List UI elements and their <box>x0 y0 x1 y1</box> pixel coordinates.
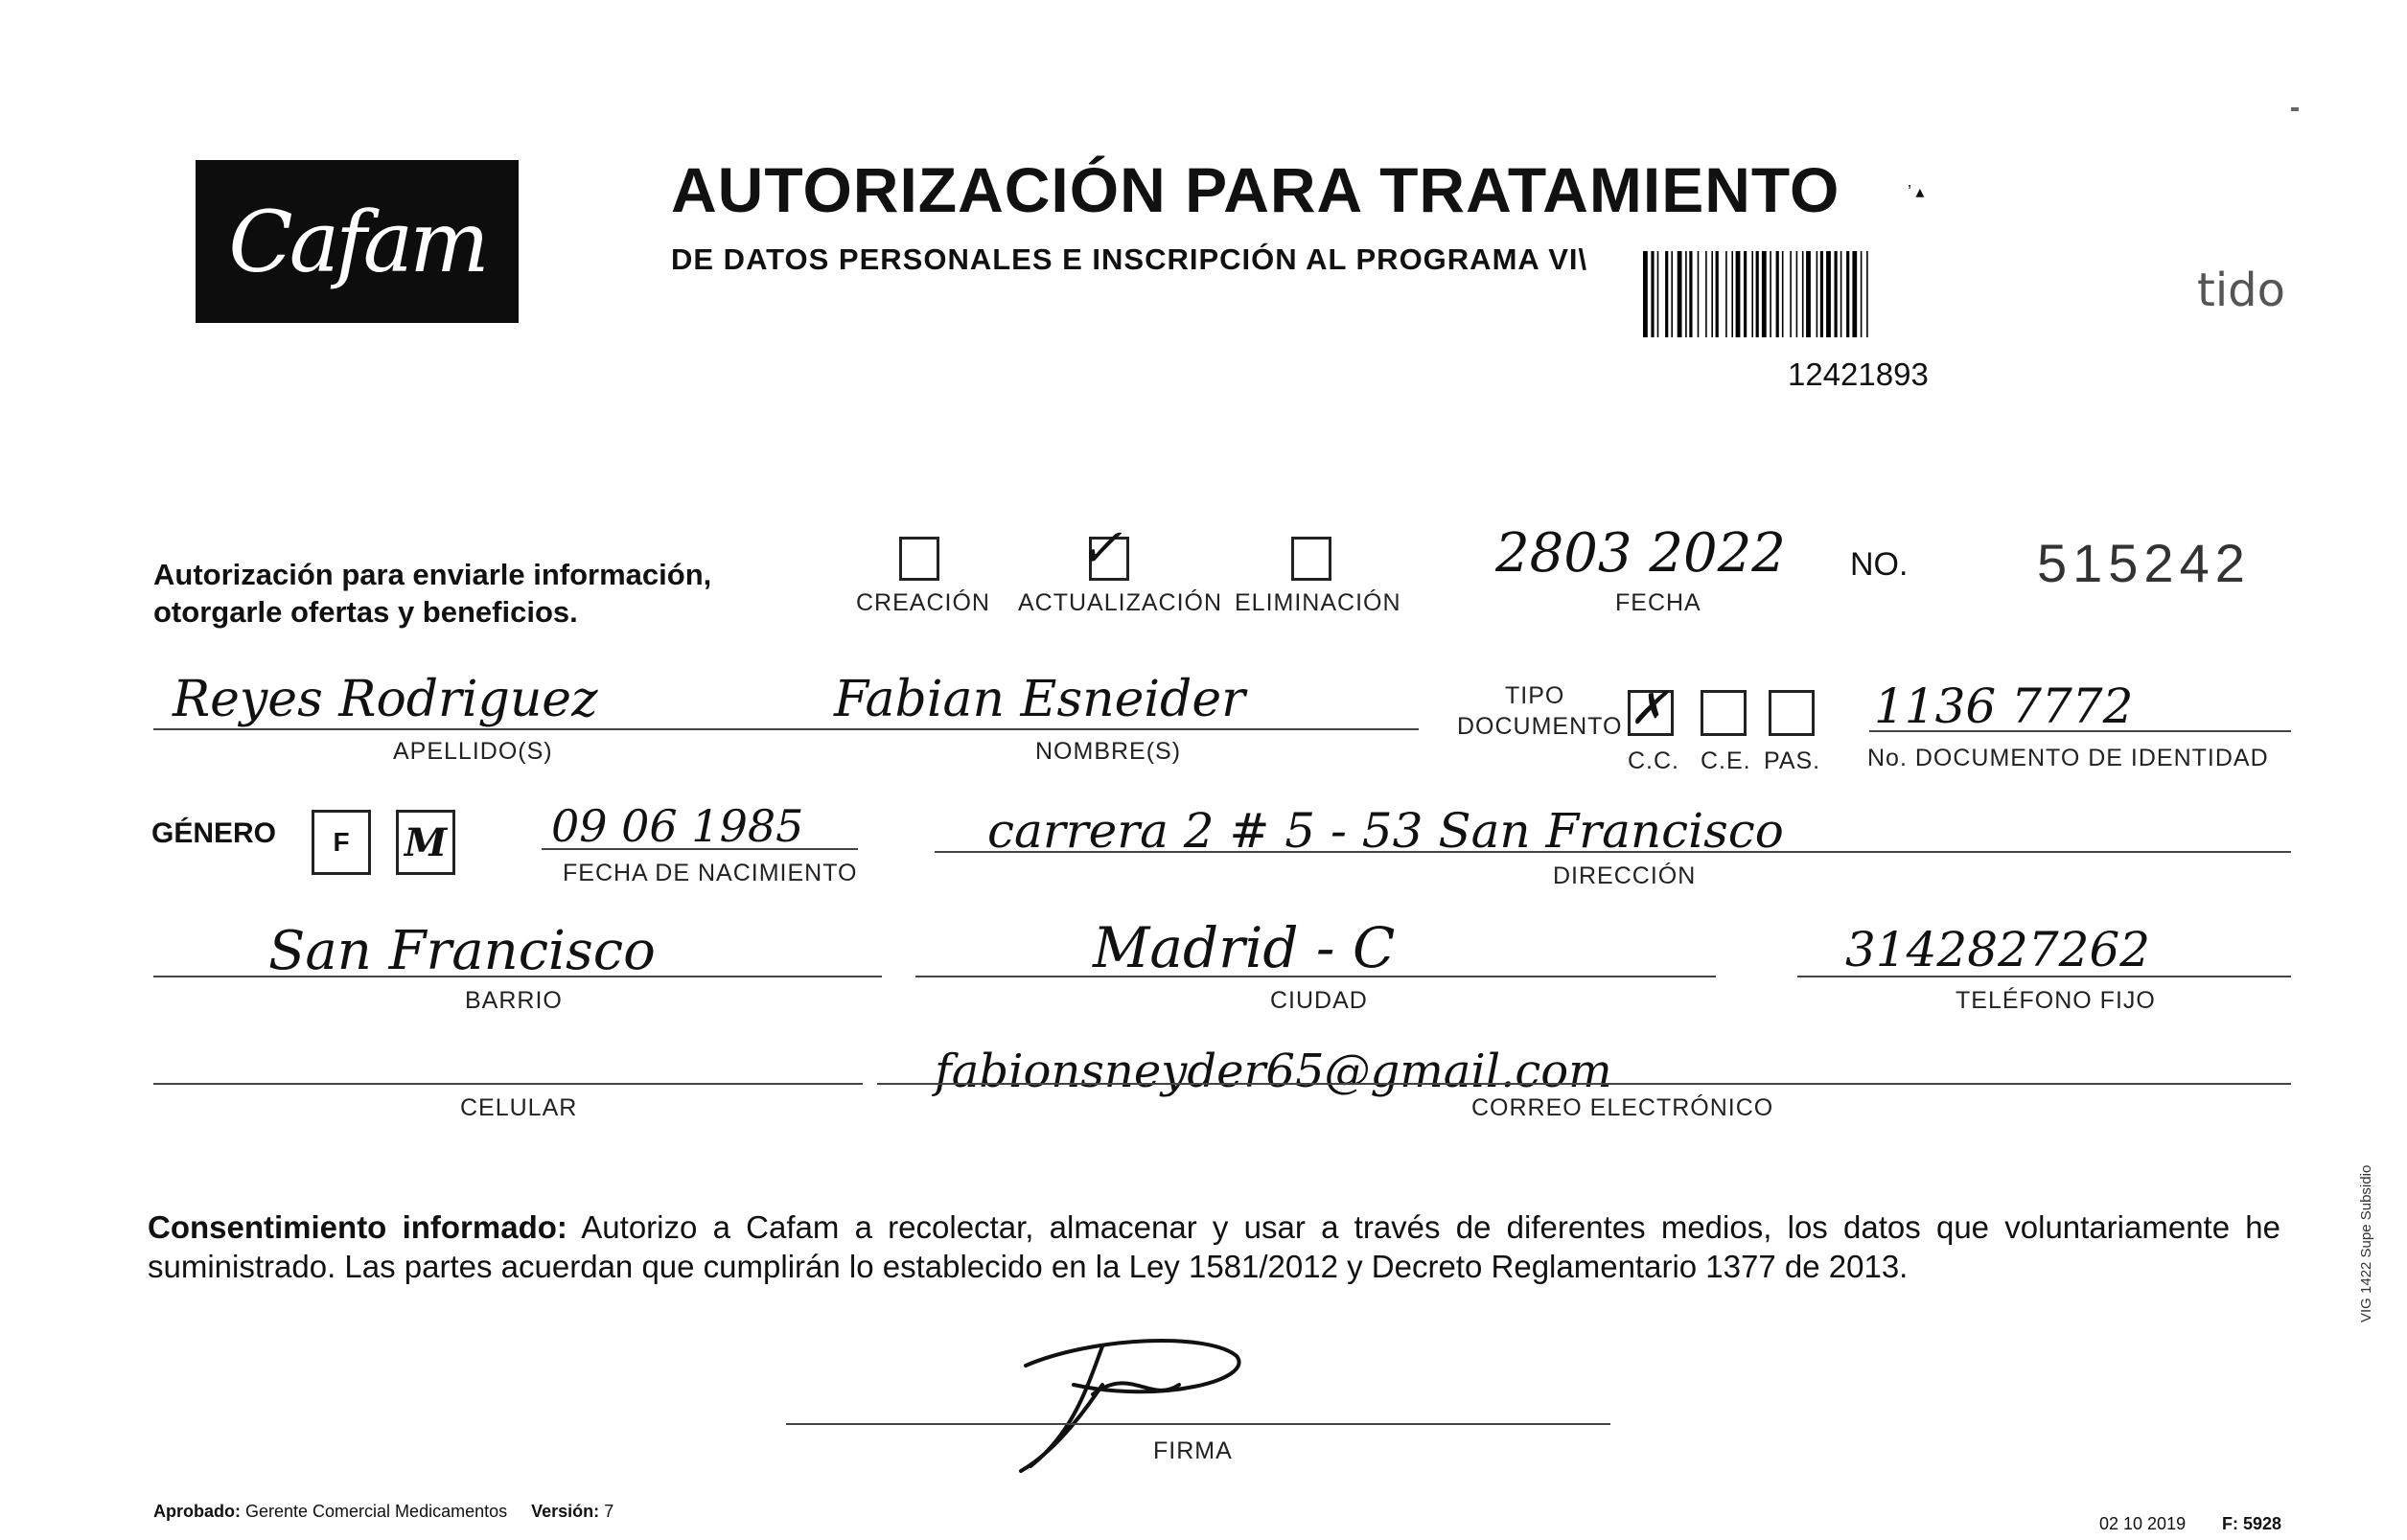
genero-f-letter: F <box>333 827 350 857</box>
doc-pas-label: PAS. <box>1764 747 1821 774</box>
celular-label: CELULAR <box>460 1094 578 1121</box>
barcode-bar <box>1776 251 1779 337</box>
actualizacion-checkmark: ✓ <box>1077 517 1122 580</box>
barcode-bar <box>1685 251 1687 337</box>
barcode-bar <box>1689 251 1692 337</box>
barcode-bar <box>1852 251 1857 337</box>
barcode-bar <box>1790 251 1792 337</box>
tipo-label-2: DOCUMENTO <box>1457 713 1623 740</box>
fecha-label: FECHA <box>1615 589 1701 616</box>
birth-value: 09 06 1985 <box>551 800 804 852</box>
intro-text <box>153 556 711 631</box>
signature-line <box>786 1423 1610 1425</box>
doc-number-label: No. DOCUMENTO DE IDENTIDAD <box>1867 745 2269 771</box>
barcode-bar <box>1866 251 1868 337</box>
barcode-bar <box>1698 251 1700 337</box>
footer-code: F: 5928 <box>2222 1514 2282 1533</box>
telefono-line <box>1797 976 2291 977</box>
no-label: NO. <box>1850 546 1909 583</box>
barcode-bar <box>1820 251 1823 337</box>
tipo-label-1: TIPO <box>1505 682 1565 709</box>
barcode-bar <box>1725 251 1727 337</box>
doc-cc-label: C.C. <box>1628 747 1679 774</box>
consent-text <box>148 1207 2280 1286</box>
barcode-bar <box>1796 251 1798 337</box>
barcode-bar <box>1840 251 1842 337</box>
barcode-bar <box>1736 251 1741 337</box>
genero-m-box[interactable] <box>396 810 455 875</box>
nombres-value: Fabian Esneider <box>834 671 1245 728</box>
apellidos-label: APELLIDO(S) <box>393 738 553 765</box>
barcode-bar <box>1826 251 1831 337</box>
barcode-bar <box>1751 251 1753 337</box>
barcode-bar <box>1861 251 1863 337</box>
correo-line <box>877 1083 2291 1085</box>
side-text: VIG 1422 Supe Subsidio <box>2358 1164 2374 1322</box>
direccion-label: DIRECCIÓN <box>1553 862 1697 889</box>
version-value: 7 <box>604 1502 614 1521</box>
barcode-bar <box>1643 251 1648 337</box>
nombres-label: NOMBRE(S) <box>1035 738 1182 765</box>
genero-f-box[interactable] <box>312 810 371 875</box>
barrio-line <box>153 976 882 977</box>
eliminacion-checkbox[interactable] <box>1291 537 1331 581</box>
barcode-bar <box>1678 251 1682 337</box>
barcode-bar <box>1651 251 1654 337</box>
barcode-bar <box>1744 251 1747 337</box>
stamp-mark: ’ ▴ <box>1908 182 1925 201</box>
intro-line-1: Autorización para enviarle información, <box>153 558 712 591</box>
direccion-line <box>935 851 2291 853</box>
barcode-bar <box>1762 251 1767 337</box>
consent-body: Autorizo a Cafam a recolectar, almacenar y usar a través de diferentes medios, los datos que voluntariamente he suministrado. Las partes acuerdan que cumplirán lo establecido en la Ley 1581/2012 y Decreto Reglamentario 1377 de 2013. <box>148 1209 2280 1284</box>
signature-label: FIRMA <box>1153 1437 1233 1464</box>
footer-date: 02 10 2019 <box>2099 1514 2187 1533</box>
eliminacion-label: ELIMINACIÓN <box>1235 589 1401 616</box>
barcode-bar <box>1657 251 1659 337</box>
apellidos-value: Reyes Rodriguez <box>173 671 598 728</box>
barrio-value: San Francisco <box>268 920 656 982</box>
form-subtitle: DE DATOS PERSONALES E INSCRIPCIÓN AL PROGRAMA VI\ <box>671 242 1588 276</box>
aprobado-value: Gerente Comercial Medicamentos <box>245 1502 508 1521</box>
ciudad-label: CIUDAD <box>1270 987 1368 1014</box>
version-label: Versión: <box>531 1502 600 1521</box>
ciudad-value: Madrid - C <box>1093 915 1396 980</box>
correo-value: fabionsneyder65@gmail.com <box>935 1045 1612 1098</box>
apellidos-line <box>153 728 839 730</box>
barcode-bar <box>1835 251 1838 337</box>
footer-approval <box>153 1502 613 1522</box>
doc-ce-label: C.E. <box>1701 747 1751 774</box>
direccion-value: carrera 2 # 5 - 53 San Francisco <box>987 803 1784 859</box>
intro-line-2: otorgarle ofertas y beneficios. <box>153 595 578 629</box>
barcode-bar <box>1806 251 1811 337</box>
barcode-bar <box>1782 251 1784 337</box>
corner-text: tido <box>2197 264 2285 317</box>
barrio-label: BARRIO <box>465 987 563 1014</box>
birth-label: FECHA DE NACIMIENTO <box>563 860 858 886</box>
cafam-logo: Cafam <box>196 160 519 323</box>
barcode-bar <box>1716 251 1719 337</box>
barcode-bar <box>1705 251 1707 337</box>
ciudad-line <box>915 976 1716 977</box>
barcode-bar <box>1671 251 1673 337</box>
barcode-number: 12421893 <box>1788 356 1929 392</box>
barcode-bar <box>1846 251 1849 337</box>
genero-label: GÉNERO <box>151 817 277 849</box>
fecha-value: 2803 2022 <box>1495 522 1786 585</box>
doc-number-line <box>1869 730 2291 732</box>
no-value: 515242 <box>2037 533 2251 593</box>
birth-line <box>542 848 858 850</box>
barcode-bar <box>1802 251 1804 337</box>
form-title: AUTORIZACIÓN PARA TRATAMIENTO <box>671 154 1840 225</box>
creacion-checkbox[interactable] <box>899 537 939 581</box>
actualizacion-label: ACTUALIZACIÓN <box>1018 589 1223 616</box>
barcode-bar <box>1817 251 1818 337</box>
barcode-bar <box>1731 251 1733 337</box>
genero-m-mark: M <box>404 819 448 865</box>
doc-pas-checkbox[interactable] <box>1769 690 1815 736</box>
barcode-bar <box>1756 251 1759 337</box>
celular-line <box>153 1083 863 1085</box>
scan-speck <box>2291 107 2299 111</box>
nombres-line <box>824 728 1419 730</box>
barcode-bar <box>1665 251 1668 337</box>
consent-bold: Consentimiento informado: <box>148 1209 567 1245</box>
telefono-value: 3142827262 <box>1845 922 2151 977</box>
doc-ce-checkbox[interactable] <box>1701 690 1747 736</box>
barcode <box>1639 251 2032 337</box>
correo-label: CORREO ELECTRÓNICO <box>1471 1094 1774 1121</box>
barcode-bar <box>1770 251 1771 337</box>
creacion-label: CREACIÓN <box>856 589 990 616</box>
doc-number-value: 1136 7772 <box>1874 678 2134 734</box>
aprobado-label: Aprobado: <box>153 1502 241 1521</box>
doc-cc-mark: ✗ <box>1630 682 1667 734</box>
telefono-label: TELÉFONO FIJO <box>1956 987 2156 1014</box>
barcode-bar <box>1711 251 1713 337</box>
